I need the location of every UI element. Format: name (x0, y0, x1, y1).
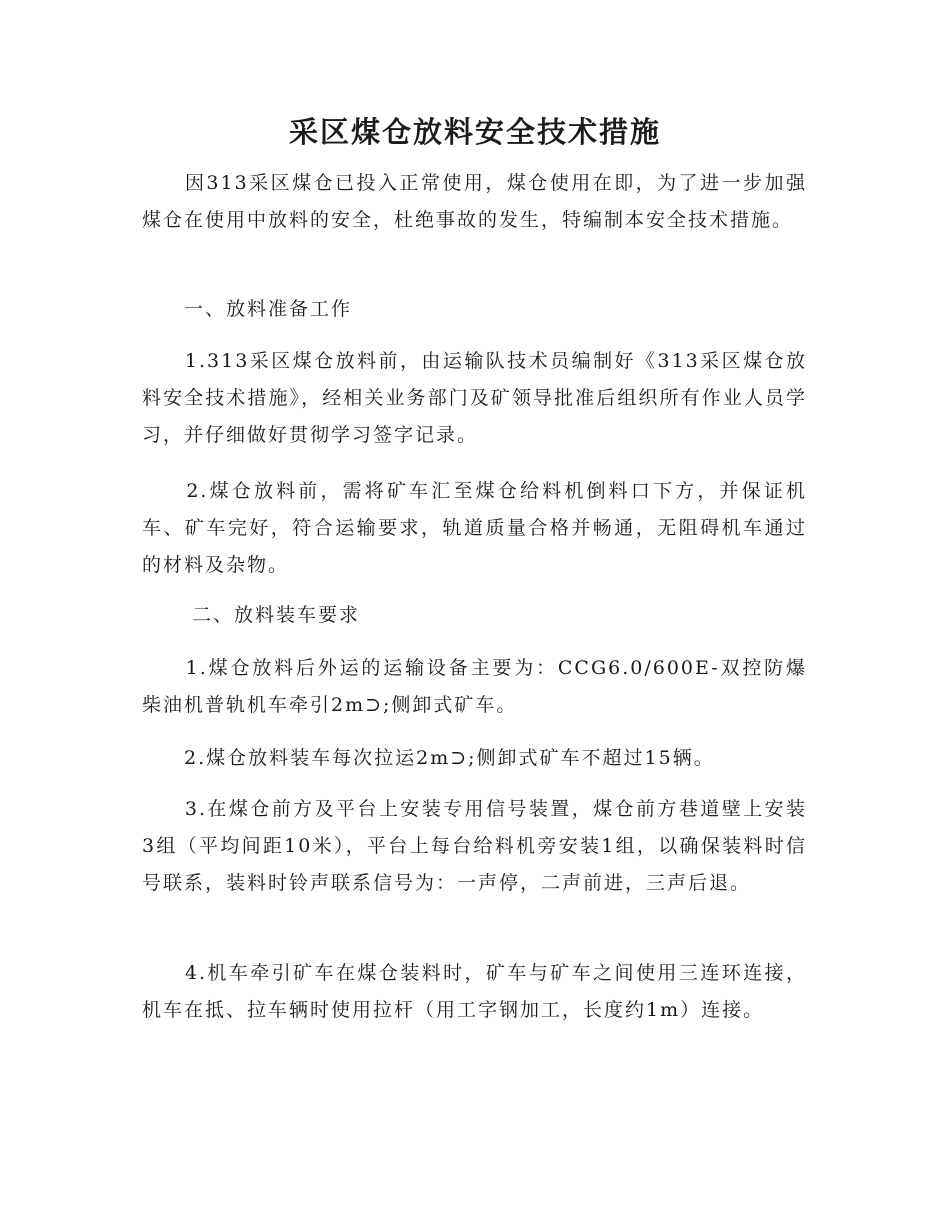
list-item: 2.煤仓放料装车每次拉运2m⊃;侧卸式矿车不超过15辆。 (142, 747, 715, 769)
section-heading-preparation: 一、放料准备工作 (142, 298, 353, 320)
list-item: 1.煤仓放料后外运的运输设备主要为：CCG6.0/600E-双控防爆柴油机普轨机车牵引2m⊃;侧卸式矿车。 (142, 657, 807, 716)
list-item: 1.313采区煤仓放料前，由运输队技术员编制好《313采区煤仓放料安全技术措施》，经相关业务部门及矿领导批准后组织所有作业人员学习，并仔细做好贯彻学习签字记录。 (142, 350, 807, 446)
document-title: 采区煤仓放料安全技术措施 (288, 115, 661, 149)
intro-paragraph: 因313采区煤仓已投入正常使用，煤仓使用在即，为了进一步加强煤仓在使用中放料的安全，杜绝事故的发生，特编制本安全技术措施。 (142, 172, 807, 231)
section-heading-loading: 二、放料装车要求 (142, 604, 361, 626)
list-item: 2.煤仓放料前，需将矿车汇至煤仓给料机倒料口下方，并保证机车、矿车完好，符合运输要求，轨道质量合格并畅通，无阻碍机车通过的材料及杂物。 (142, 480, 807, 576)
list-item: 3.在煤仓前方及平台上安装专用信号装置，煤仓前方巷道壁上安装3组（平均间距10米），平台上每台给料机旁安装1组，以确保装料时信号联系，装料时铃声联系信号为：一声停，二声前进，三声后退。 (142, 798, 807, 894)
list-item: 4.机车牵引矿车在煤仓装料时，矿车与矿车之间使用三连环连接，机车在抵、拉车辆时使用拉杆（用工字钢加工，长度约1m）连接。 (142, 962, 807, 1021)
